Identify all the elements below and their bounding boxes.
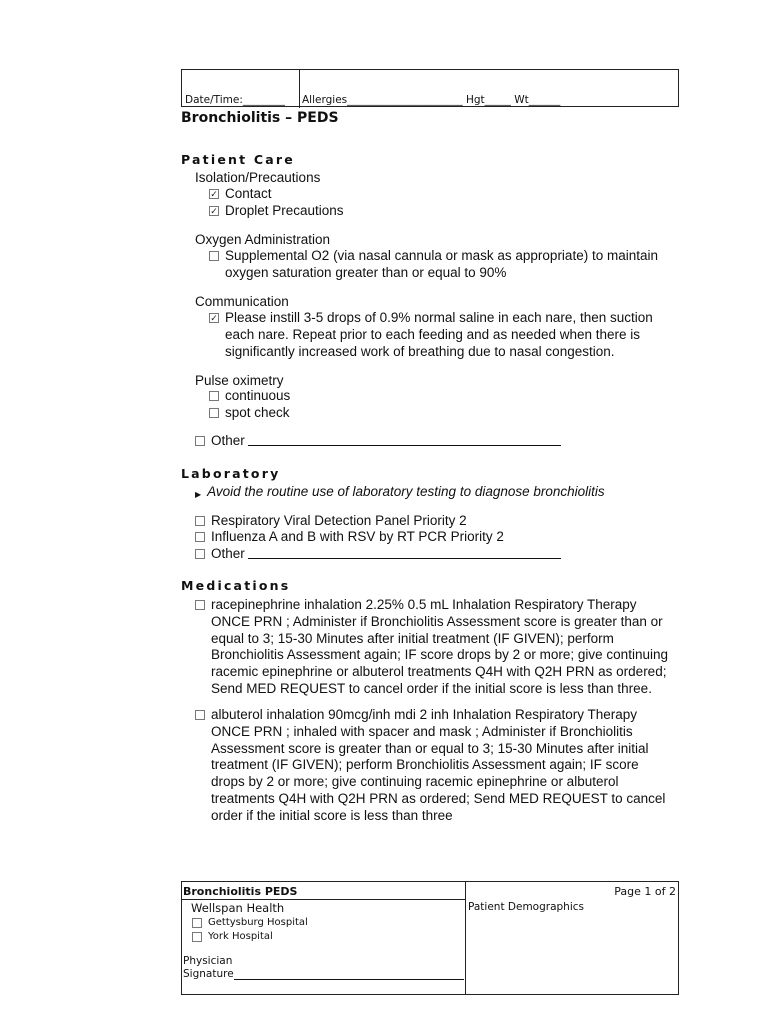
checkbox-row-york[interactable] xyxy=(192,931,273,942)
oxygen-label: Oxygen Administration xyxy=(195,232,331,247)
checkbox-label: Influenza A and B with RSV by RT PCR Priority 2 xyxy=(211,529,504,544)
triangle-bullet-icon: ▶ xyxy=(195,490,202,499)
patient-demographics-label: Patient Demographics xyxy=(468,901,584,913)
checkbox-label: Please instill 3-5 drops of 0.9% normal saline in each nare, then suction each nare. Repeat prior to each feeding and as needed when there is significantly increased work of breathing due to nasal congestion. xyxy=(225,310,653,359)
checkbox-label: Respiratory Viral Detection Panel Priority 2 xyxy=(211,513,467,528)
checkbox-row-albuterol[interactable] xyxy=(195,707,665,825)
checkbox[interactable] xyxy=(209,391,219,401)
checkbox-label: continuous xyxy=(225,388,291,403)
checkbox-row-droplet[interactable] xyxy=(209,203,344,220)
checkbox-row-saline[interactable] xyxy=(209,310,653,360)
checkbox[interactable]: ✓ xyxy=(210,313,218,323)
checkbox[interactable] xyxy=(209,251,219,261)
other-input-line[interactable] xyxy=(248,546,561,559)
physician-label: Physician xyxy=(183,955,233,967)
signature-line[interactable] xyxy=(234,968,464,980)
page-title: Bronchiolitis – PEDS xyxy=(181,110,339,126)
checkbox-label: Other xyxy=(211,546,245,561)
section-heading-patient-care: Patient Care xyxy=(181,152,295,167)
checkbox[interactable] xyxy=(195,710,205,720)
checkbox-label: albuterol inhalation 90mcg/inh mdi 2 inh Inhalation Respiratory Therapy ONCE PRN ; inhaled with spacer and mask ; Administer if Bronchiolitis Assessment score is greater than or equal to 3; 15-30 Minutes after initial treatment (IF GIVEN); perform Bronchiolitis Assessment again; IF score drops by 2 or more; give continuing racemic epinephrine or albuterol treatments Q4H with Q2H PRN as ordered; Send MED REQUEST to cancel order if the initial score is less than three xyxy=(211,707,666,823)
footer-box xyxy=(181,881,679,995)
header-divider xyxy=(299,70,300,108)
checkbox[interactable] xyxy=(195,600,205,610)
checkbox[interactable] xyxy=(195,549,205,559)
footer-form-name: Bronchiolitis PEDS xyxy=(183,885,298,898)
checkbox[interactable] xyxy=(209,408,219,418)
checkbox-row-lab-other[interactable] xyxy=(195,546,561,563)
checkbox-label: racepinephrine inhalation 2.25% 0.5 mL Inhalation Respiratory Therapy ONCE PRN ; Administer if Bronchiolitis Assessment score is greater than or equal to 3; 15-30 Minutes after initial treatment (IF GIVEN); perform Bronchiolitis Assessment again; IF score drops by 2 or more; give continuing racemic epinephrine or albuterol treatments Q4H with Q2H PRN as ordered; Send MED REQUEST to cancel order if the initial score is less than three. xyxy=(211,597,668,696)
lab-note xyxy=(195,484,605,504)
checkbox-row-spot-check[interactable] xyxy=(209,405,290,422)
checkbox-label: Other xyxy=(211,433,245,448)
checkbox-row-supplemental-o2[interactable] xyxy=(209,248,658,282)
allergies-height-weight-field[interactable]: Allergies______________________ Hgt_____ Wt______ xyxy=(302,94,561,106)
checkbox[interactable] xyxy=(195,436,205,446)
section-heading-medications: Medications xyxy=(181,578,291,593)
checkbox-label: Contact xyxy=(225,186,272,201)
checkbox-row-gettysburg[interactable] xyxy=(192,917,308,928)
header-box xyxy=(181,69,679,107)
checkbox-row-contact[interactable] xyxy=(209,186,272,203)
checkbox-label: Supplemental O2 (via nasal cannula or mask as appropriate) to maintain oxygen saturation greater than or equal to 90% xyxy=(225,248,658,280)
signature-label: Signature xyxy=(183,968,234,980)
checkbox-row-continuous[interactable] xyxy=(209,388,290,405)
footer-org: Wellspan Health xyxy=(191,901,285,915)
datetime-field[interactable]: Date/Time:________ xyxy=(185,94,285,106)
checkbox-row-influenza-rsv[interactable] xyxy=(195,529,504,546)
section-heading-laboratory: Laboratory xyxy=(181,466,281,481)
checkbox[interactable] xyxy=(192,918,202,928)
other-input-line[interactable] xyxy=(248,433,561,446)
footer-title-divider xyxy=(182,899,465,900)
footer-divider xyxy=(465,882,466,994)
checkbox-label: spot check xyxy=(225,405,290,420)
pulse-ox-label: Pulse oximetry xyxy=(195,373,284,388)
checkbox-label: Droplet Precautions xyxy=(225,203,344,218)
checkbox-label: York Hospital xyxy=(208,931,273,942)
checkbox[interactable] xyxy=(195,516,205,526)
checkbox[interactable]: ✓ xyxy=(210,189,218,199)
footer-page-number: Page 1 of 2 xyxy=(614,885,676,898)
checkbox[interactable] xyxy=(192,932,202,942)
communication-label: Communication xyxy=(195,294,289,309)
signature-field[interactable] xyxy=(183,968,464,980)
checkbox-row-racepinephrine[interactable] xyxy=(195,597,668,698)
lab-note-text: Avoid the routine use of laboratory testing to diagnose bronchiolitis xyxy=(207,484,605,499)
checkbox[interactable] xyxy=(195,532,205,542)
checkbox-label: Gettysburg Hospital xyxy=(208,917,308,928)
checkbox-row-other[interactable] xyxy=(195,433,561,450)
isolation-label: Isolation/Precautions xyxy=(195,170,321,185)
checkbox-row-viral-panel[interactable] xyxy=(195,513,467,530)
checkbox[interactable]: ✓ xyxy=(210,206,218,216)
